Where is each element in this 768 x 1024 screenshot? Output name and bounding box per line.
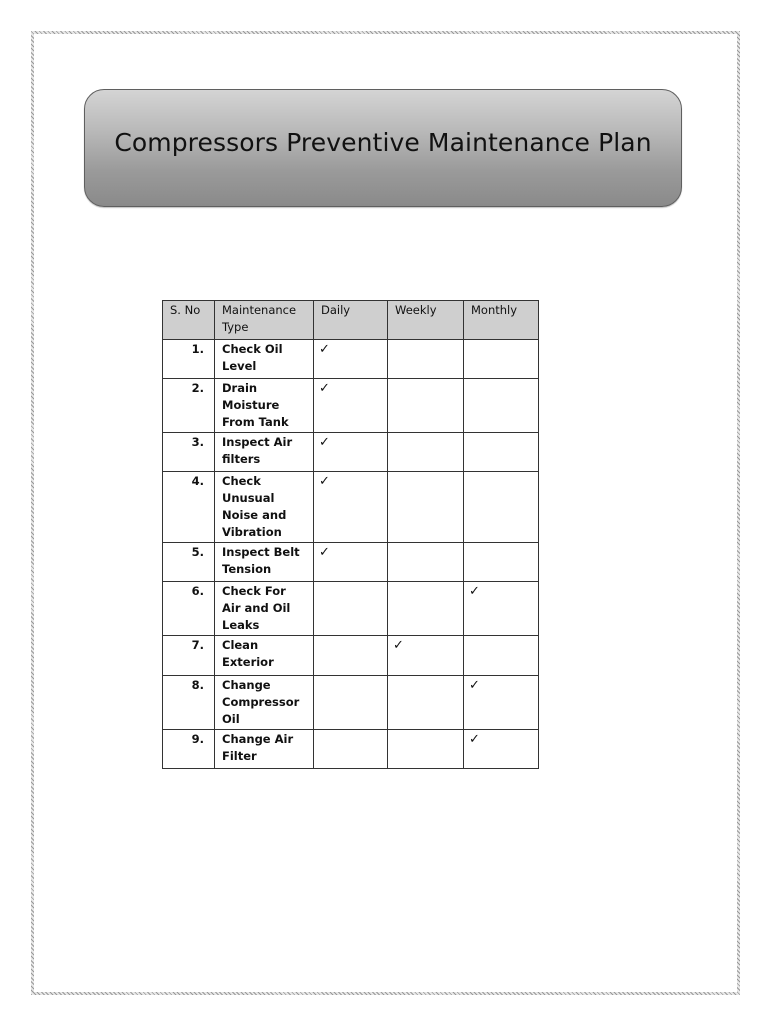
row-maintenance-type: Inspect Belt Tension [215,543,314,582]
row-weekly-check [388,472,464,543]
row-weekly-check [388,676,464,730]
row-daily-check [314,676,388,730]
row-daily-check: ✓ [314,379,388,433]
row-sno: 5. [163,543,215,582]
row-daily-check [314,636,388,676]
table-row [163,433,539,472]
header-monthly: Monthly [464,301,539,340]
row-sno: 6. [163,582,215,636]
row-monthly-check: ✓ [464,730,539,769]
table-row [163,582,539,636]
table-row [163,676,539,730]
row-daily-check [314,730,388,769]
row-sno: 4. [163,472,215,543]
page-title: Compressors Preventive Maintenance Plan [114,127,652,157]
row-daily-check [314,582,388,636]
row-sno: 2. [163,379,215,433]
row-sno: 7. [163,636,215,676]
row-monthly-check: ✓ [464,582,539,636]
row-maintenance-type: Check For Air and Oil Leaks [215,582,314,636]
row-sno: 3. [163,433,215,472]
row-monthly-check [464,433,539,472]
row-daily-check: ✓ [314,433,388,472]
row-weekly-check [388,543,464,582]
header-sno: S. No [163,301,215,340]
row-monthly-check [464,636,539,676]
row-monthly-check [464,472,539,543]
table-row [163,730,539,769]
row-sno: 8. [163,676,215,730]
row-monthly-check [464,543,539,582]
row-monthly-check: ✓ [464,676,539,730]
table-row [163,543,539,582]
header-maintenance-type: Maintenance Type [215,301,314,340]
row-monthly-check [464,379,539,433]
header-daily: Daily [314,301,388,340]
row-maintenance-type: Change Compressor Oil [215,676,314,730]
row-weekly-check [388,730,464,769]
row-daily-check: ✓ [314,340,388,379]
header-weekly: Weekly [388,301,464,340]
title-banner [84,89,682,207]
maintenance-table [162,300,539,769]
row-sno: 1. [163,340,215,379]
row-weekly-check [388,340,464,379]
row-daily-check: ✓ [314,472,388,543]
row-weekly-check [388,582,464,636]
table-row [163,379,539,433]
table-row [163,472,539,543]
row-weekly-check: ✓ [388,636,464,676]
row-maintenance-type: Inspect Air filters [215,433,314,472]
table-row [163,340,539,379]
row-weekly-check [388,433,464,472]
row-maintenance-type: Change Air Filter [215,730,314,769]
row-monthly-check [464,340,539,379]
row-weekly-check [388,379,464,433]
table-header-row [163,301,539,340]
row-maintenance-type: Check Unusual Noise and Vibration [215,472,314,543]
row-maintenance-type: Drain Moisture From Tank [215,379,314,433]
table-row [163,636,539,676]
row-daily-check: ✓ [314,543,388,582]
row-maintenance-type: Clean Exterior [215,636,314,676]
row-maintenance-type: Check Oil Level [215,340,314,379]
row-sno: 9. [163,730,215,769]
